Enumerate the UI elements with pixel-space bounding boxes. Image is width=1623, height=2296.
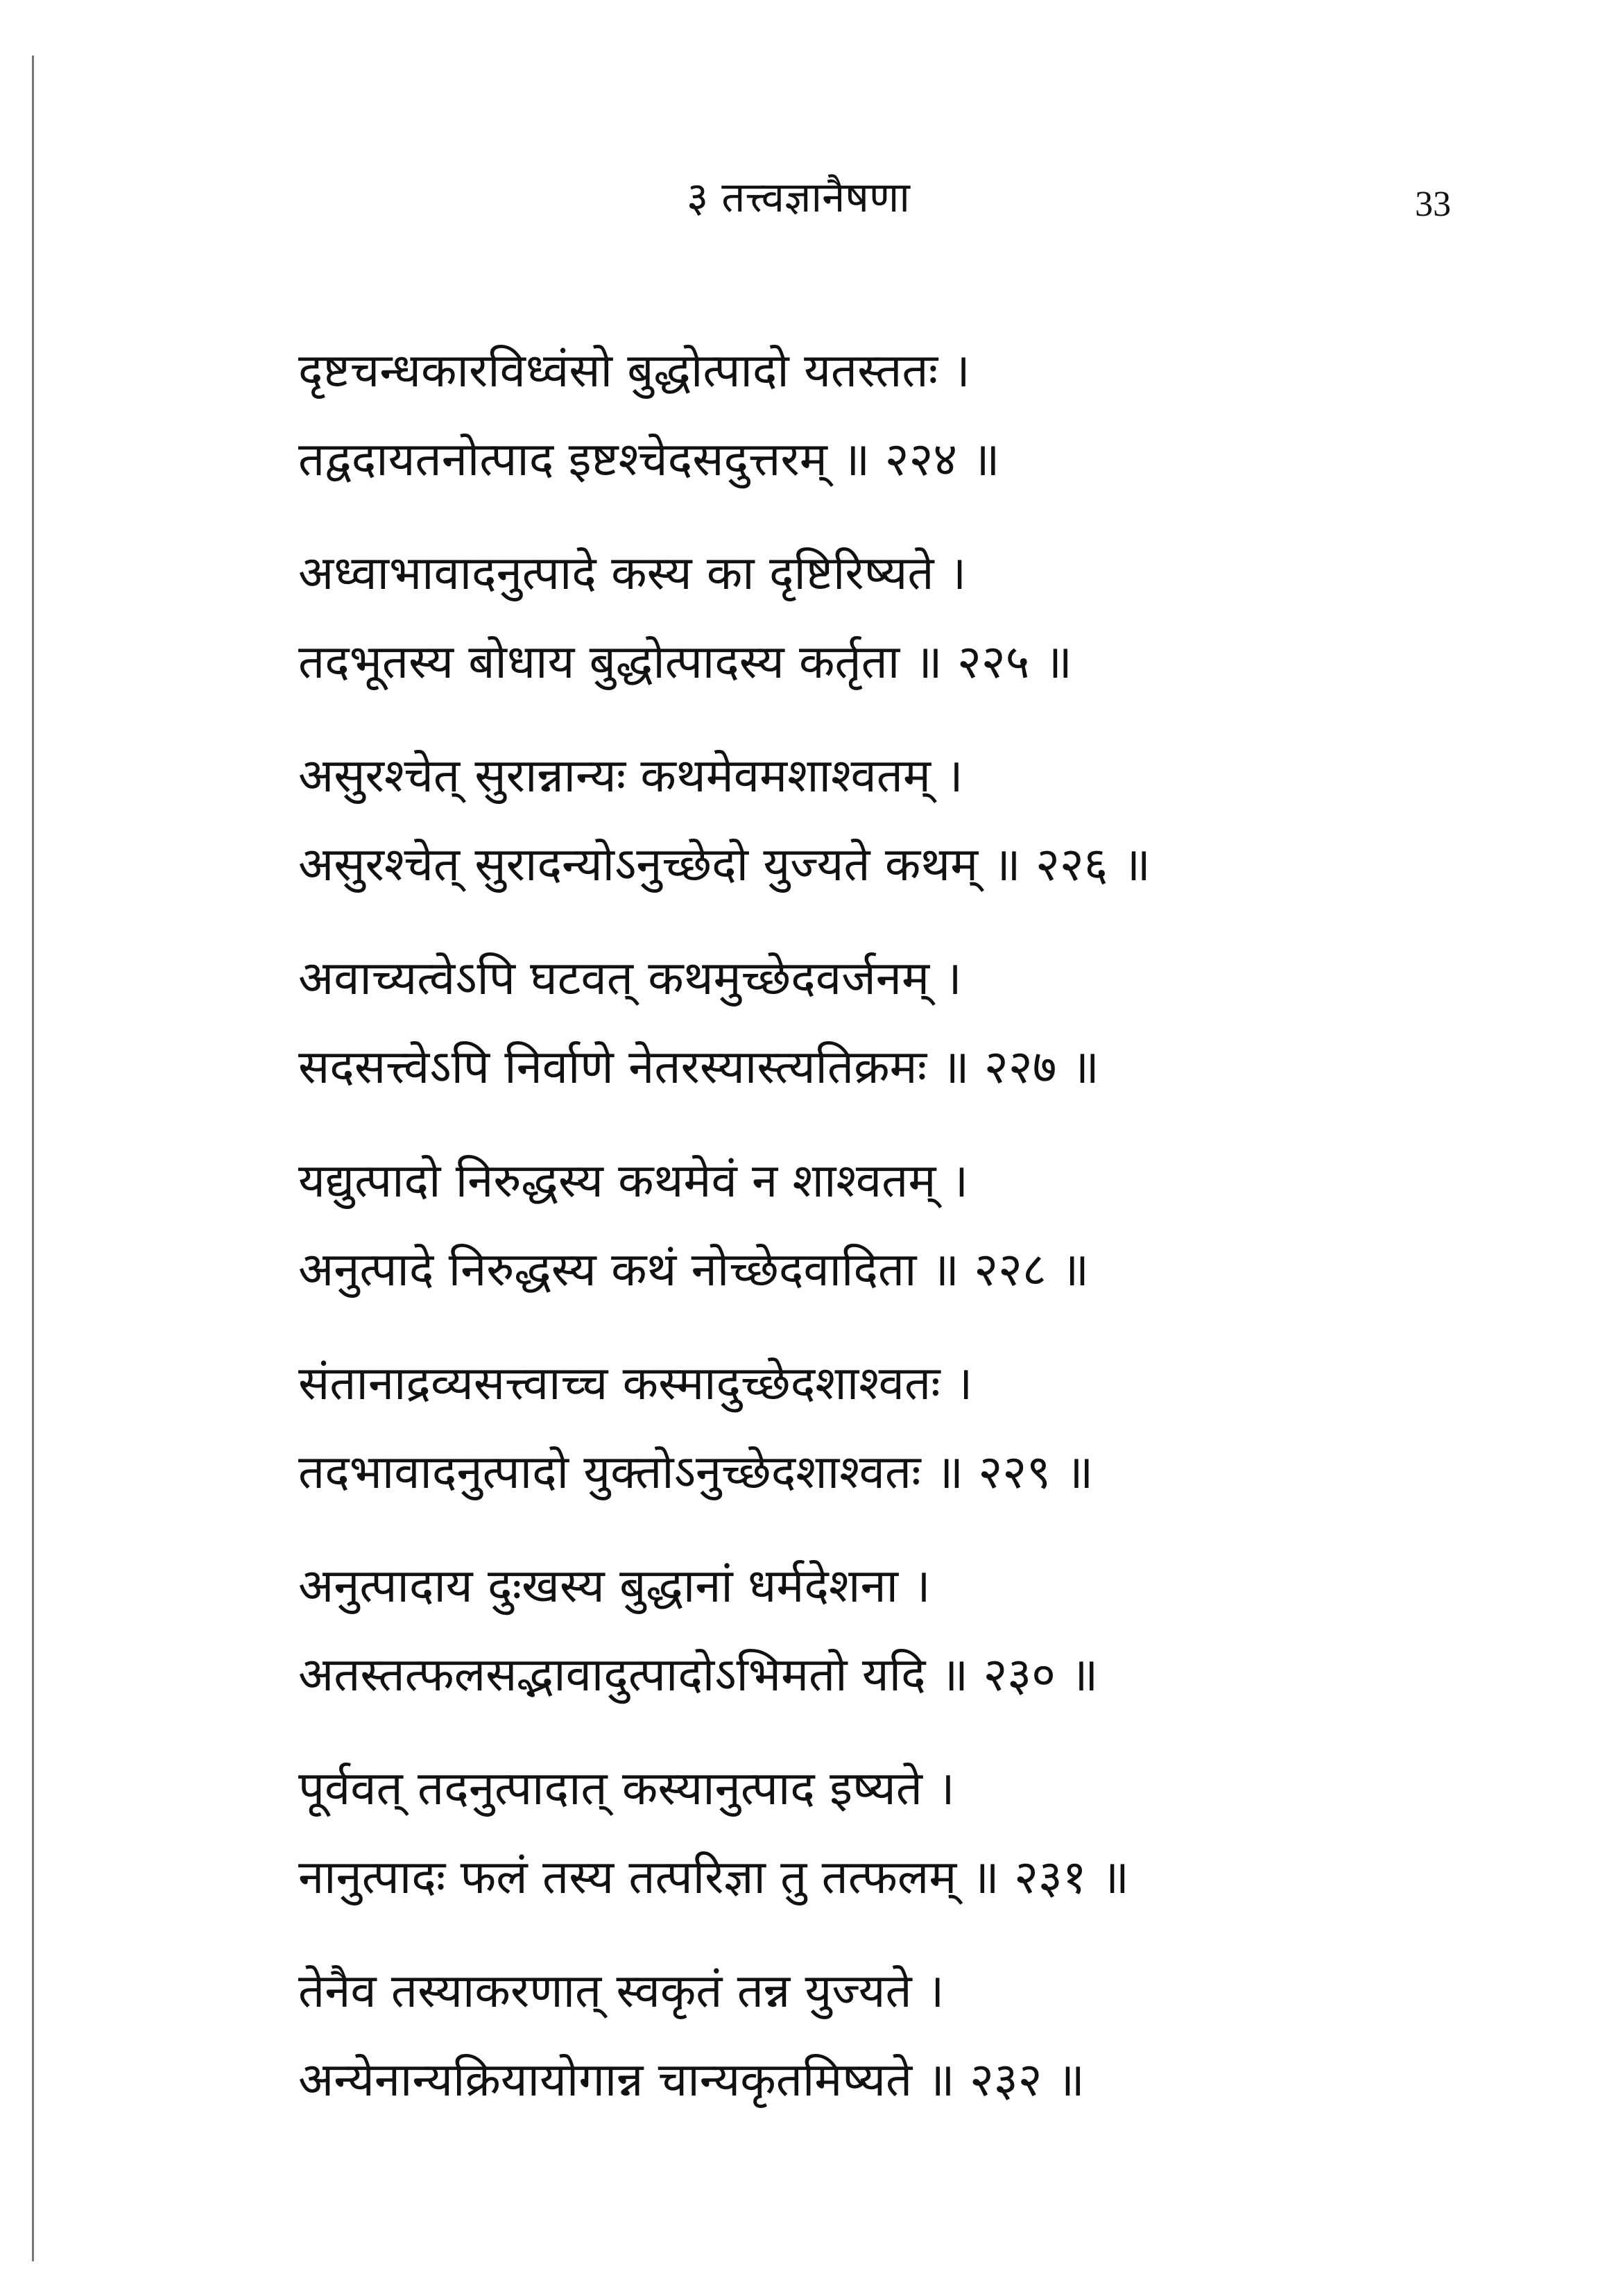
verse-line-first: अवाच्यत्वेऽपि घटवत् कथमुच्छेदवर्जनम् ।	[298, 951, 962, 1005]
verse-line-second	[298, 1225, 1477, 1314]
verse-number: २२४ ॥	[884, 432, 1000, 486]
verse-line-second	[298, 2035, 1477, 2124]
verse-224	[298, 326, 1477, 504]
verse-line-second	[298, 1428, 1477, 1516]
verse-231	[298, 1744, 1477, 1921]
verse-text: तदभावादनुत्पादो युक्तोऽनुच्छेदशाश्वतः ॥	[298, 1445, 964, 1499]
verse-line-first: तेनैव तस्याकरणात् स्वकृतं तन्न युज्यते ।	[298, 1964, 945, 2018]
verse-line-second	[298, 617, 1477, 706]
verse-text: नानुत्पादः फलं तस्य तत्परिज्ञा तु तत्फलम् ॥	[298, 1850, 999, 1904]
verse-number: २३१ ॥	[1014, 1850, 1130, 1904]
verse-number: २३० ॥	[983, 1647, 1099, 1702]
verse-line-first: यद्युत्पादो निरुद्धस्य कथमेवं न शाश्वतम् ।	[298, 1154, 969, 1208]
verse-text: असुरश्चेत् सुरादन्योऽनुच्छेदो युज्यते कथम् ॥	[298, 837, 1021, 891]
verse-number: २२७ ॥	[984, 1040, 1099, 1094]
verse-229	[298, 1339, 1477, 1516]
verse-line-first: संतानाद्रव्यसत्त्वाच्च कस्मादुच्छेदशाश्वतः ।	[298, 1356, 973, 1410]
running-head	[0, 166, 1623, 229]
verse-line-second	[298, 415, 1477, 504]
verse-text: अतस्तत्फलसद्भावादुत्पादोऽभिमतो यदि ॥	[298, 1647, 969, 1702]
verse-line-second	[298, 1630, 1477, 1719]
verse-228	[298, 1136, 1477, 1314]
page-number: 33	[1415, 185, 1451, 224]
verse-line-second	[298, 1022, 1477, 1111]
verse-number: २२९ ॥	[978, 1445, 1094, 1499]
verse-232	[298, 1946, 1477, 2124]
verse-line-first: पूर्ववत् तदनुत्पादात् कस्यानुत्पाद इष्यते ।	[298, 1761, 955, 1815]
verse-line-first: अनुत्पादाय दुःखस्य बुद्धानां धर्मदेशना ।	[298, 1559, 931, 1613]
verse-number: २३२ ॥	[969, 2053, 1085, 2107]
verse-number: २२५ ॥	[956, 635, 1072, 689]
scan-margin-line	[32, 55, 34, 2261]
verse-text: अन्येनान्यक्रियायोगान्न चान्यकृतमिष्यते ॥	[298, 2053, 955, 2107]
verse-number: २२८ ॥	[974, 1242, 1090, 1296]
verse-line-second	[298, 1833, 1477, 1921]
verse-text: अनुत्पादे निरुद्धस्य कथं नोच्छेदवादिता ॥	[298, 1242, 959, 1296]
verse-text: सदसत्त्वेऽपि निर्वाणे नेतरस्यास्त्यतिक्रमः ॥	[298, 1040, 970, 1094]
verse-226	[298, 731, 1477, 909]
verse-text: तद्वदायतनोत्पाद इष्टश्चेदसदुत्तरम् ॥	[298, 432, 870, 486]
verse-list	[298, 326, 1477, 2149]
chapter-title: ३ तत्त्वज्ञानैषणा	[687, 173, 910, 222]
verse-line-second	[298, 820, 1477, 909]
verse-225	[298, 529, 1477, 706]
verse-227	[298, 934, 1477, 1111]
verse-text: तदभूतस्य बोधाय बुद्धोत्पादस्य कर्तृता ॥	[298, 635, 943, 689]
verse-230	[298, 1541, 1477, 1719]
verse-line-first: असुरश्चेत् सुरान्नान्यः कथमेवमशाश्वतम् ।	[298, 748, 963, 803]
verse-number: २२६ ॥	[1035, 837, 1151, 891]
verse-line-first: अध्वाभावादनुत्पादे कस्य का दृष्टिरिष्यते ।	[298, 546, 967, 600]
verse-line-first: दृष्टचन्धकारविध्वंसो बुद्धोत्पादो यतस्ततः ।	[298, 343, 970, 397]
